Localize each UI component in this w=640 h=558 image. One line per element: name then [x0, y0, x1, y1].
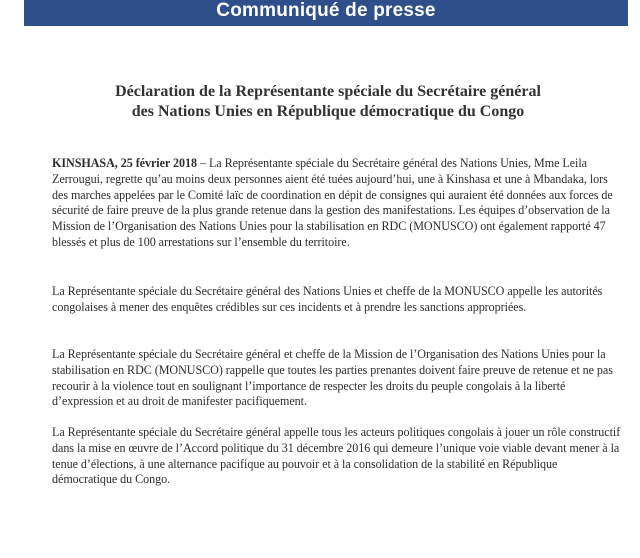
paragraph-1-text: – La Représentante spéciale du Secrétaire général des Nations Unies, Mme Leila Zerrougui, regrette qu’au moins deux personnes aient été tuées aujourd’hui, une à Kinshasa et une à Mbandaka, lors des marches appelées par le Comité laïc de coordination en dépit de consignes qui auraient été données aux forces de sécurité de faire preuve de la plus grande retenue dans la gestion des manifestations. Les équipes d’observation de la Mission de l’Organisation des Nations Unies pour la stabilisation en RDC (MONUSCO) ont également rapporté 47 blessés et plus de 100 arrestations sur l’ensemble du territoire. [52, 156, 613, 249]
paragraph-2: La Représentante spéciale du Secrétaire général des Nations Unies et cheffe de la MONUSCO appelle les autorités congolaises à mener des enquêtes crédibles sur ces incidents et à prendre les sanctions appropriées. [52, 284, 603, 314]
banner-title: Communiqué de presse [216, 0, 436, 21]
dateline: KINSHASA, 25 février 2018 [52, 156, 197, 170]
document-title [40, 82, 616, 122]
title-line-1: Déclaration de la Représentante spéciale du Secrétaire général [115, 83, 541, 100]
press-release-banner [24, 0, 628, 26]
paragraph-1 [52, 156, 624, 251]
paragraph-3: La Représentante spéciale du Secrétaire général et cheffe de la Mission de l’Organisation des Nations Unies pour la stabilisation en RDC (MONUSCO) rappelle que toutes les parties prenantes doivent faire preuve de retenue et ne pas recourir à la violence tout en soulignant l’importance de respecter les droits du peuple congolais à la liberté d’expression et au droit de manifester pacifiquement. [52, 347, 613, 409]
paragraph-4: La Représentante spéciale du Secrétaire général appelle tous les acteurs politiques congolais à jouer un rôle constructif dans la mise en œuvre de l’Accord politique du 31 décembre 2016 qui demeure l’unique voie viable devant mener à la tenue d’élections, à une alternance pacifique au pouvoir et à la consolidation de la stabilité en République démocratique du Congo. [52, 425, 621, 487]
title-line-2: des Nations Unies en République démocratique du Congo [131, 103, 525, 120]
